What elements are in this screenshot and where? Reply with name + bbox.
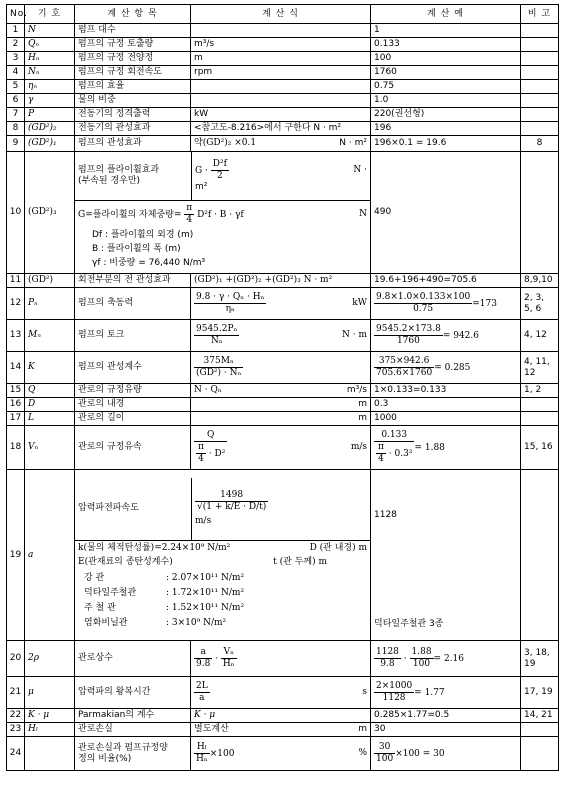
formula-unit: N · m: [342, 330, 367, 340]
table-row: [7, 398, 559, 412]
row-remark: 1, 2: [521, 384, 559, 398]
table-row: [7, 24, 559, 38]
frac-den: 2: [217, 171, 223, 181]
header-example: 계 산 예: [371, 5, 521, 24]
formula-unit: s: [362, 687, 367, 697]
header-remark: 비 고: [521, 5, 559, 24]
row-example: 1000: [371, 412, 521, 426]
wave-speed-cell: [75, 470, 371, 641]
table-row: [7, 38, 559, 52]
row-remark: [521, 723, 559, 737]
table-row: [7, 737, 559, 771]
frac-den: 1760: [396, 336, 420, 346]
header-no: No.: [7, 5, 25, 24]
row-symbol: Q: [25, 384, 75, 398]
row-formula: [191, 136, 371, 152]
row-formula: [191, 94, 371, 108]
frac-num: 1498: [195, 490, 268, 502]
frac-den: 1128: [382, 693, 406, 703]
table-row: [7, 274, 559, 288]
row-item: 전동기의 정격출력: [75, 108, 191, 122]
row-example: [371, 288, 521, 320]
row-formula: [191, 677, 371, 709]
row-no: 12: [7, 288, 25, 320]
row-example: 1760: [371, 66, 521, 80]
row-example: 1×0.133=0.133: [371, 384, 521, 398]
row-example: [371, 426, 521, 470]
table-row: [7, 80, 559, 94]
row-remark: [521, 737, 559, 771]
frac-num: 1128: [376, 647, 399, 657]
row-no: 2: [7, 38, 25, 52]
row-symbol: ηₙ: [25, 80, 75, 94]
frac-num: π: [198, 442, 204, 452]
row-no: 20: [7, 641, 25, 677]
table-row: [7, 66, 559, 80]
k-definition: k(물의 체적탄성률)=2.24×10⁹ N/m²: [78, 542, 231, 553]
formula-mul: ×100: [209, 749, 235, 759]
row-no: 23: [7, 723, 25, 737]
row-no: 7: [7, 108, 25, 122]
row-example: 0.285×1.77=0.5: [371, 709, 521, 723]
row-item: 펌프의 규정 토출량: [75, 38, 191, 52]
row-item: 관로손실: [75, 723, 191, 737]
row-example: [371, 470, 521, 641]
row-remark: [521, 66, 559, 80]
row-item: 펌프의 규정 전양정: [75, 52, 191, 66]
table-row: [7, 384, 559, 398]
row-example: 0.75: [371, 80, 521, 94]
row-example: $\frac{1128}{9.8}$ · $\frac{1.88}{100}$ = 2.16: [371, 641, 521, 677]
formula-unit: N ·: [353, 165, 367, 175]
frac-den: ηₙ: [225, 304, 235, 314]
row-example: 196×0.1 = 19.6: [371, 136, 521, 152]
frac-den: Hₙ: [196, 754, 208, 764]
example-result: =173: [472, 299, 497, 309]
row-no: 14: [7, 352, 25, 384]
row-item: 관로의 규정유량: [75, 384, 191, 398]
example-result: = 2.16: [433, 654, 464, 664]
row-symbol: γ: [25, 94, 75, 108]
row-remark: [521, 470, 559, 641]
row-formula: [191, 320, 371, 352]
material-value: : 3×10⁹ N/m²: [166, 617, 227, 628]
row-example: [371, 677, 521, 709]
row-formula: [191, 288, 371, 320]
row-formula: [191, 24, 371, 38]
frac-num: Hₗ: [194, 742, 210, 754]
row-symbol: K: [25, 352, 75, 384]
frac-den: 9.8: [380, 659, 395, 669]
row-remark: [521, 412, 559, 426]
frac-num: 1.88: [411, 647, 432, 657]
row-symbol: D: [25, 398, 75, 412]
row-remark: [521, 52, 559, 66]
row-item: 관로상수: [75, 641, 191, 677]
material-name: 주 철 관: [84, 602, 116, 613]
row-item-line1: 관로손실과 펌프규정양: [78, 742, 168, 753]
row-item: [75, 737, 191, 771]
row-remark: 17, 19: [521, 677, 559, 709]
formula-text: 별도계산: [194, 724, 229, 734]
frac-den: 705.6×1760: [376, 368, 433, 378]
header-symbol: 기 호: [25, 5, 75, 24]
formula-unit-2: m²: [195, 182, 208, 192]
g-unit: N: [359, 209, 367, 219]
row-formula: [191, 398, 371, 412]
row-symbol: K · μ: [25, 709, 75, 723]
row-item: 펌프의 축동력: [75, 288, 191, 320]
d-definition: D (관 내경) m: [309, 542, 367, 553]
row-remark: [521, 24, 559, 38]
frac-num: 2L: [196, 681, 208, 691]
row-no: 9: [7, 136, 25, 152]
frac-num: π: [186, 203, 193, 213]
material-value: : 1.72×10¹¹ N/m²: [166, 587, 245, 598]
table-row: [7, 288, 559, 320]
header-row: [7, 5, 559, 24]
formula-unit: kW: [352, 298, 367, 308]
frac-den: 9.8: [196, 659, 211, 669]
b-definition: B : 플라이휠의 폭 (m): [92, 244, 181, 254]
g-rest: D²f · B · γf: [197, 210, 244, 220]
e-definition: E(관재료의 종탄성계수): [78, 556, 173, 567]
row-item: 전동기의 관성효과: [75, 122, 191, 136]
frac-den-rest: · D²: [208, 449, 226, 459]
example-note: 덕타일주철관 3종: [374, 619, 444, 629]
row-example: 100: [371, 52, 521, 66]
row-no: 18: [7, 426, 25, 470]
row-example: 0.3: [371, 398, 521, 412]
frac-num: 375×942.6: [374, 356, 434, 368]
row-formula: m³/s: [191, 38, 371, 52]
row-remark: 4, 12: [521, 320, 559, 352]
row-remark: [521, 108, 559, 122]
row-example: 1.0: [371, 94, 521, 108]
row-no: 10: [7, 152, 25, 274]
row-no: 16: [7, 398, 25, 412]
row-example: 220(권선형): [371, 108, 521, 122]
row-item: 펌프의 관성효과: [75, 136, 191, 152]
row-no: 22: [7, 709, 25, 723]
row-item: 압력파의 왕복시간: [75, 677, 191, 709]
row-remark: 15, 16: [521, 426, 559, 470]
row-symbol: P: [25, 108, 75, 122]
frac-num: Vₙ: [221, 647, 237, 659]
row-item: 펌프 대수: [75, 24, 191, 38]
table-row: [7, 52, 559, 66]
frac-den: 100: [412, 659, 431, 669]
frac-num: a: [194, 647, 212, 659]
formula-unit: m: [358, 399, 367, 409]
row-remark: [521, 94, 559, 108]
row-remark: 2, 3, 5, 6: [521, 288, 559, 320]
df-definition: Df : 플라이휠의 외경 (m): [92, 230, 194, 240]
row-example: [371, 737, 521, 771]
example-result: = 1.88: [414, 443, 445, 453]
frac-den: 4: [378, 454, 384, 464]
row-remark: 8: [521, 136, 559, 152]
row-remark: 14, 21: [521, 709, 559, 723]
row-formula: [191, 80, 371, 94]
row-no: 17: [7, 412, 25, 426]
table-row: [7, 677, 559, 709]
row-no: 19: [7, 470, 25, 641]
row-item: 펌프의 효율: [75, 80, 191, 94]
frac-den: 4: [198, 454, 204, 464]
row-remark: [521, 398, 559, 412]
material-name: 염화비닐관: [84, 617, 128, 628]
row-symbol: Hₗ: [25, 723, 75, 737]
formula-text: 약(GD²)₂ ×0.1: [194, 138, 257, 148]
row-formula: [191, 426, 371, 470]
frac-num: 9.8×1.0×0.133×100: [376, 292, 471, 302]
frac-den: 4: [186, 215, 193, 225]
row-formula: K · μ: [191, 709, 371, 723]
row-no: 15: [7, 384, 25, 398]
row-symbol: Nₙ: [25, 66, 75, 80]
row-symbol: μ: [25, 677, 75, 709]
table-row: [7, 412, 559, 426]
table-row: [7, 152, 559, 274]
frac-num: D²f: [212, 159, 227, 169]
row-remark: [521, 122, 559, 136]
row-no: 24: [7, 737, 25, 771]
row-symbol: 2ρ: [25, 641, 75, 677]
row-example: 490: [371, 152, 521, 274]
table-row: [7, 641, 559, 677]
row-formula: [191, 352, 371, 384]
frac-num: 9545.2Pₙ: [196, 324, 238, 334]
row-item-line2: 정의 비율(%): [78, 753, 132, 764]
material-value: : 2.07×10¹¹ N/m²: [166, 572, 245, 583]
frac-num: 2×1000: [376, 681, 413, 691]
row-item: 펌프의 관성계수: [75, 352, 191, 384]
row-item: 관로의 내경: [75, 398, 191, 412]
table-row: [7, 352, 559, 384]
table-row: [7, 470, 559, 641]
formula-unit: m/s: [350, 442, 367, 452]
frac-den: 0.75: [413, 304, 434, 314]
frac-den-rest: · 0.3²: [388, 449, 413, 459]
row-symbol: a: [25, 470, 75, 641]
row-symbol: Vₙ: [25, 426, 75, 470]
row-remark: 8,9,10: [521, 274, 559, 288]
row-remark: [521, 38, 559, 52]
frac-den: √(1 + k/E · D/t): [197, 502, 267, 512]
table-row: [7, 426, 559, 470]
row-formula: kW: [191, 108, 371, 122]
frac-num: 0.133: [374, 430, 414, 442]
table-row: [7, 723, 559, 737]
row-symbol: Mₙ: [25, 320, 75, 352]
frac-num: π: [378, 442, 384, 452]
formula-unit: %: [358, 748, 367, 758]
row-symbol: N: [25, 24, 75, 38]
row-symbol: L: [25, 412, 75, 426]
header-formula: 계 산 식: [191, 5, 371, 24]
formula-text: N · Qₙ: [194, 385, 222, 395]
frac-den: a: [199, 693, 205, 703]
example-result: = 0.285: [434, 363, 471, 373]
frac-den: Hₙ: [222, 659, 235, 669]
header-item: 계 산 항 목: [75, 5, 191, 24]
row-symbol: (GD²)₃: [25, 152, 75, 274]
row-item: 펌프의 규정 회전속도: [75, 66, 191, 80]
row-no: 4: [7, 66, 25, 80]
row-item: 펌프의 플라이휠효과: [78, 165, 160, 175]
row-formula: rpm: [191, 66, 371, 80]
table-row: [7, 108, 559, 122]
row-item: 관로의 규정유속: [75, 426, 191, 470]
row-item-sub: (부속된 경우만): [78, 176, 141, 186]
row-item: 회전부분의 전 관성효과: [75, 274, 191, 288]
frac-num: 9.8 · γ · Qₙ · Hₙ: [196, 292, 265, 302]
row-no: 6: [7, 94, 25, 108]
example-result: = 1.77: [414, 688, 445, 698]
frac-num: 30: [374, 742, 395, 754]
material-value: : 1.52×10¹¹ N/m²: [166, 602, 245, 613]
row-remark: [521, 80, 559, 94]
frac-num: 375Mₙ: [194, 356, 243, 368]
row-symbol: (GD²): [25, 274, 75, 288]
frac-den: Nₙ: [210, 336, 223, 346]
formula-unit: N · m²: [339, 138, 367, 148]
calc-table-sheet: [6, 4, 558, 771]
row-no: 21: [7, 677, 25, 709]
g-definition: G=플라이휠의 자체중량=: [78, 210, 182, 220]
row-no: 5: [7, 80, 25, 94]
row-symbol: Hₙ: [25, 52, 75, 66]
formula-unit: m: [358, 413, 367, 423]
example-value: 1128: [374, 510, 397, 520]
table-row: [7, 122, 559, 136]
frac-num: 9545.2×173.8: [376, 324, 441, 334]
row-item: Parmakian의 계수: [75, 709, 191, 723]
row-formula: m: [191, 52, 371, 66]
frac-den: 100: [376, 754, 394, 764]
table-row: [7, 320, 559, 352]
material-name: 강 관: [84, 572, 105, 583]
formula-unit: m³/s: [346, 385, 367, 395]
row-remark: 4, 11, 12: [521, 352, 559, 384]
frac-den: (GD²) · Nₙ: [196, 368, 242, 378]
table-row: [7, 709, 559, 723]
row-example: 196: [371, 122, 521, 136]
row-formula: [191, 384, 371, 398]
row-formula: (GD²)₁ +(GD²)₂ +(GD²)₃ N · m²: [191, 274, 371, 288]
row-item: 물의 비중: [75, 94, 191, 108]
table-row: [7, 136, 559, 152]
row-formula: [191, 737, 371, 771]
row-no: 3: [7, 52, 25, 66]
material-name: 덕타일주철관: [84, 587, 137, 598]
table-row: [7, 94, 559, 108]
row-item: 관로의 길이: [75, 412, 191, 426]
row-symbol: (GD²)₁: [25, 136, 75, 152]
flywheel-cell: [75, 152, 371, 274]
row-no: 1: [7, 24, 25, 38]
pump-calculation-table: [6, 4, 559, 771]
row-formula: <참고도-8.216>에서 구한다 N · m²: [191, 122, 371, 136]
row-item: 펌프의 토크: [75, 320, 191, 352]
formula-unit: m: [358, 724, 367, 734]
example-result: ×100 = 30: [395, 749, 445, 759]
gamma-definition: γf : 비중량 = 76,440 N/m³: [92, 258, 206, 268]
row-example: 1: [371, 24, 521, 38]
row-formula: [191, 412, 371, 426]
row-example: [371, 320, 521, 352]
row-symbol: [25, 737, 75, 771]
row-no: 11: [7, 274, 25, 288]
row-item: 압력파전파속도: [78, 503, 139, 513]
row-example: 30: [371, 723, 521, 737]
formula-unit: m/s: [195, 516, 212, 526]
row-example: [371, 352, 521, 384]
row-example: 19.6+196+490=705.6: [371, 274, 521, 288]
frac-num: Q: [194, 430, 227, 442]
example-result: = 942.6: [442, 331, 479, 341]
row-no: 13: [7, 320, 25, 352]
row-formula: [191, 723, 371, 737]
row-symbol: (GD²)₂: [25, 122, 75, 136]
row-symbol: Pₙ: [25, 288, 75, 320]
row-example: 0.133: [371, 38, 521, 52]
row-remark: 3, 18, 19: [521, 641, 559, 677]
formula-g: G ·: [195, 166, 208, 176]
row-symbol: Qₙ: [25, 38, 75, 52]
row-no: 8: [7, 122, 25, 136]
t-definition: t (관 두께) m: [273, 556, 327, 567]
row-remark: [521, 152, 559, 274]
row-formula: $\frac{a}{9.8}$ · $\frac{\text{Vₙ}}{\text{Hₙ}}$: [191, 641, 371, 677]
